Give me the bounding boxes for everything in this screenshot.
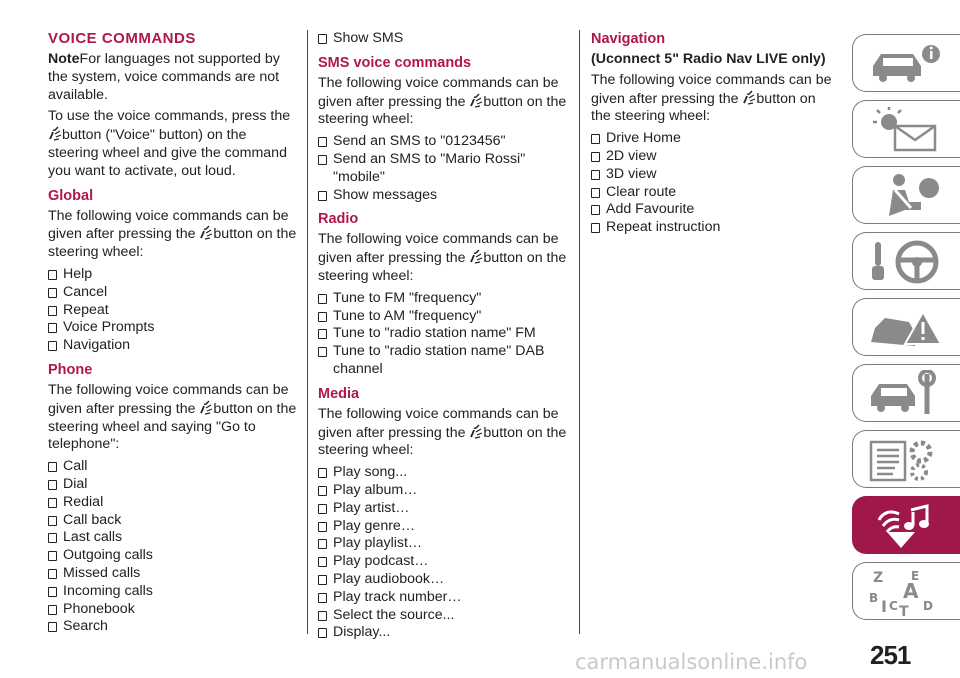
tab-starting-driving[interactable]: [852, 232, 960, 290]
checkbox-bullet-icon: [318, 539, 327, 549]
list-item-text: Add Favourite: [606, 201, 695, 218]
list-item: [318, 500, 568, 518]
checkbox-bullet-icon: [48, 306, 57, 316]
list-item-text: Cancel: [63, 283, 108, 300]
svg-text:C: C: [889, 599, 898, 613]
intro-text-b: button ("Voice" button) on the steering wheel and give the command you want to activate, out loud.: [48, 127, 287, 179]
car-accident-warning-icon: [865, 304, 945, 352]
list-item-text: Redial: [63, 493, 104, 510]
intro-paragraph: [48, 108, 298, 180]
tab-car-info[interactable]: [852, 34, 960, 92]
checkbox-bullet-icon: [591, 170, 600, 180]
list-item-text: Outgoing calls: [63, 547, 153, 564]
radio-paragraph: [318, 231, 568, 285]
column-3: [591, 30, 836, 241]
tab-emergency[interactable]: [852, 298, 960, 356]
phone-command-list-continued: [318, 30, 568, 48]
phone-text-a: The following voice commands can be given after pressing the: [48, 381, 289, 417]
list-item: [48, 529, 298, 547]
list-item-text: Voice Prompts: [63, 319, 155, 336]
global-command-list: [48, 266, 298, 355]
global-text-a: The following voice commands can be given after pressing the: [48, 207, 289, 243]
list-item-text: Play podcast…: [333, 553, 429, 570]
list-item: [48, 266, 298, 284]
list-item-text: Repeat instruction: [606, 219, 721, 236]
list-item-text: Phonebook: [63, 600, 135, 617]
sms-text-a: The following voice commands can be given after pressing the: [318, 74, 559, 110]
list-item: [48, 319, 298, 337]
list-item-text: 3D view: [606, 165, 657, 182]
list-item-text: Call back: [63, 511, 122, 528]
checkbox-bullet-icon: [318, 137, 327, 147]
checkbox-bullet-icon: [48, 270, 57, 280]
checkbox-bullet-icon: [318, 329, 327, 339]
section-title-phone: Phone: [48, 361, 93, 378]
navigation-text-b: button on the steering wheel:: [591, 90, 816, 125]
list-item-text: Play artist…: [333, 499, 410, 516]
checkbox-bullet-icon: [48, 341, 57, 351]
tab-safety[interactable]: [852, 166, 960, 224]
note-paragraph: [48, 51, 298, 104]
note-label: Note: [48, 51, 80, 67]
checkbox-bullet-icon: [318, 575, 327, 585]
voice-button-icon: [199, 225, 213, 241]
checkbox-bullet-icon: [48, 498, 57, 508]
list-item: [318, 482, 568, 500]
column-divider: [307, 30, 308, 634]
key-steering-wheel-icon: [865, 238, 945, 286]
section-subtitle-navigation: (Uconnect 5" Radio Nav LIVE only): [591, 51, 826, 67]
list-item: [48, 458, 298, 476]
section-title-navigation: Navigation: [591, 31, 666, 47]
page-title: VOICE COMMANDS: [48, 30, 196, 47]
list-item: [48, 337, 298, 355]
list-item-text: Tune to "radio station name" DAB channel: [333, 343, 545, 377]
checkbox-bullet-icon: [48, 516, 57, 526]
checkbox-bullet-icon: [48, 587, 57, 597]
list-item-text: Call: [63, 458, 88, 475]
list-item: [48, 547, 298, 565]
section-title-radio: Radio: [318, 211, 359, 228]
list-item: [48, 618, 298, 636]
checkbox-bullet-icon: [318, 557, 327, 567]
voice-button-icon: [469, 424, 483, 440]
seat-airbag-icon: [865, 172, 945, 220]
list-item-text: Show SMS: [333, 30, 404, 46]
checkbox-bullet-icon: [48, 323, 57, 333]
list-item-text: Repeat: [63, 301, 109, 318]
list-item: [318, 535, 568, 553]
list-item: [591, 130, 836, 148]
checkbox-bullet-icon: [48, 480, 57, 490]
global-text-b: button on the steering wheel:: [48, 226, 297, 261]
tab-warning-lights[interactable]: [852, 100, 960, 158]
specifications-gear-icon: [865, 436, 945, 484]
list-item-text: Drive Home: [606, 130, 681, 147]
tab-technical-data[interactable]: [852, 430, 960, 488]
voice-button-icon: [742, 90, 756, 106]
list-item-text: Dial: [63, 475, 88, 492]
list-item: [591, 219, 836, 237]
list-item: [48, 476, 298, 494]
checkbox-bullet-icon: [318, 294, 327, 304]
checkbox-bullet-icon: [591, 152, 600, 162]
checkbox-bullet-icon: [318, 611, 327, 621]
list-item-text: Play genre…: [333, 517, 416, 534]
checkbox-bullet-icon: [48, 551, 57, 561]
checkbox-bullet-icon: [318, 593, 327, 603]
section-title-media: Media: [318, 385, 360, 402]
list-item: [318, 343, 568, 379]
checkbox-bullet-icon: [318, 34, 327, 44]
list-item: [318, 624, 568, 642]
checkbox-bullet-icon: [591, 188, 600, 198]
list-item: [48, 284, 298, 302]
checkbox-bullet-icon: [318, 155, 327, 165]
list-item: [318, 571, 568, 589]
voice-button-icon: [469, 249, 483, 265]
list-item-text: Missed calls: [63, 564, 141, 581]
sms-text-b: button on the steering wheel:: [318, 93, 567, 128]
list-item-text: Play song...: [333, 464, 408, 481]
checkbox-bullet-icon: [318, 504, 327, 514]
list-item-text: Play album…: [333, 481, 418, 498]
car-service-wrench-icon: [865, 370, 945, 418]
list-item: [591, 184, 836, 202]
voice-button-icon: [199, 400, 213, 416]
list-item: [318, 187, 568, 205]
section-title-sms: SMS voice commands: [318, 54, 472, 71]
list-item-text: Tune to "radio station name" FM: [333, 325, 536, 342]
intro-text-a: To use the voice commands, press the: [48, 108, 291, 125]
watermark: carmanualsonline.info: [575, 650, 808, 674]
phone-text-b: button on the steering wheel and saying "Go to telephone":: [48, 400, 297, 453]
list-item-text: Send an SMS to "Mario Rossi" "mobile": [333, 150, 526, 185]
list-item: [318, 518, 568, 536]
list-item-text: Tune to AM "frequency": [333, 307, 482, 324]
global-paragraph: [48, 208, 298, 262]
list-item-text: Play playlist…: [333, 535, 423, 552]
column-1: [48, 30, 298, 640]
list-item-text: Help: [63, 265, 93, 282]
list-item-text: Last calls: [63, 529, 123, 546]
svg-text:T: T: [899, 604, 909, 616]
list-item-text: Search: [63, 618, 108, 635]
svg-text:I: I: [881, 597, 887, 616]
checkbox-bullet-icon: [591, 134, 600, 144]
svg-text:Z: Z: [873, 570, 884, 586]
voice-button-icon: [48, 126, 62, 142]
list-item: [48, 302, 298, 320]
list-item: [591, 201, 836, 219]
alphabetical-index-icon: [865, 568, 945, 616]
car-info-icon: [865, 40, 945, 88]
sms-paragraph: [318, 75, 568, 129]
tab-multimedia[interactable]: [852, 496, 960, 554]
column-2: [318, 30, 568, 646]
checkbox-bullet-icon: [318, 347, 327, 357]
list-item: [318, 464, 568, 482]
list-item: [48, 512, 298, 530]
sms-command-list: [318, 133, 568, 204]
media-text-b: button on the steering wheel:: [318, 424, 567, 459]
multimedia-music-icon: [865, 502, 945, 550]
media-text-a: The following voice commands can be given after pressing the: [318, 405, 559, 441]
list-item-text: Select the source...: [333, 606, 455, 623]
list-item: [48, 565, 298, 583]
voice-button-icon: [469, 93, 483, 109]
checkbox-bullet-icon: [48, 569, 57, 579]
list-item: [318, 308, 568, 326]
svg-text:B: B: [869, 591, 879, 605]
list-item: [48, 583, 298, 601]
list-item-text: Display...: [333, 624, 391, 641]
checkbox-bullet-icon: [48, 533, 57, 543]
list-item-text: Navigation: [63, 337, 131, 354]
radio-command-list: [318, 290, 568, 379]
checkbox-bullet-icon: [48, 605, 57, 615]
checkbox-bullet-icon: [318, 191, 327, 201]
list-item: [318, 607, 568, 625]
media-command-list: [318, 464, 568, 642]
navigation-paragraph: [591, 72, 836, 126]
phone-paragraph: [48, 382, 298, 454]
radio-text-a: The following voice commands can be given after pressing the: [318, 231, 559, 267]
list-item-text: Incoming calls: [63, 582, 153, 599]
warning-light-envelope-icon: [865, 106, 945, 154]
media-paragraph: [318, 406, 568, 460]
navigation-text-a: The following voice commands can be given after pressing the: [591, 71, 832, 107]
page-number: 251: [870, 640, 911, 670]
list-item-text: Play track number…: [333, 588, 462, 605]
checkbox-bullet-icon: [48, 288, 57, 298]
checkbox-bullet-icon: [318, 522, 327, 532]
checkbox-bullet-icon: [591, 205, 600, 215]
list-item: [591, 148, 836, 166]
tab-index[interactable]: [852, 562, 960, 620]
note-text: For languages not supported by the system, voice commands are not available.: [48, 51, 280, 103]
radio-text-b: button on the steering wheel:: [318, 250, 567, 284]
list-item: [318, 30, 568, 48]
svg-text:E: E: [911, 569, 920, 583]
list-item-text: Play audiobook…: [333, 570, 445, 587]
list-item: [318, 151, 568, 187]
checkbox-bullet-icon: [591, 223, 600, 233]
list-item: [48, 601, 298, 619]
phone-command-list: [48, 458, 298, 636]
checkbox-bullet-icon: [48, 462, 57, 472]
svg-text:A: A: [903, 579, 919, 603]
column-divider: [579, 30, 580, 634]
checkbox-bullet-icon: [318, 628, 327, 638]
navigation-command-list: [591, 130, 836, 237]
list-item: [318, 589, 568, 607]
svg-text:D: D: [923, 599, 933, 613]
list-item: [318, 325, 568, 343]
checkbox-bullet-icon: [318, 486, 327, 496]
list-item: [318, 553, 568, 571]
list-item-text: 2D view: [606, 147, 657, 164]
tab-servicing[interactable]: [852, 364, 960, 422]
list-item-text: Show messages: [333, 186, 438, 203]
list-item: [591, 166, 836, 184]
checkbox-bullet-icon: [318, 468, 327, 478]
list-item-text: Tune to FM "frequency": [333, 289, 482, 306]
list-item: [318, 133, 568, 151]
list-item-text: Clear route: [606, 183, 677, 200]
list-item: [48, 494, 298, 512]
checkbox-bullet-icon: [48, 622, 57, 632]
list-item: [318, 290, 568, 308]
list-item-text: Send an SMS to "0123456": [333, 133, 506, 150]
checkbox-bullet-icon: [318, 312, 327, 322]
section-title-global: Global: [48, 187, 94, 204]
